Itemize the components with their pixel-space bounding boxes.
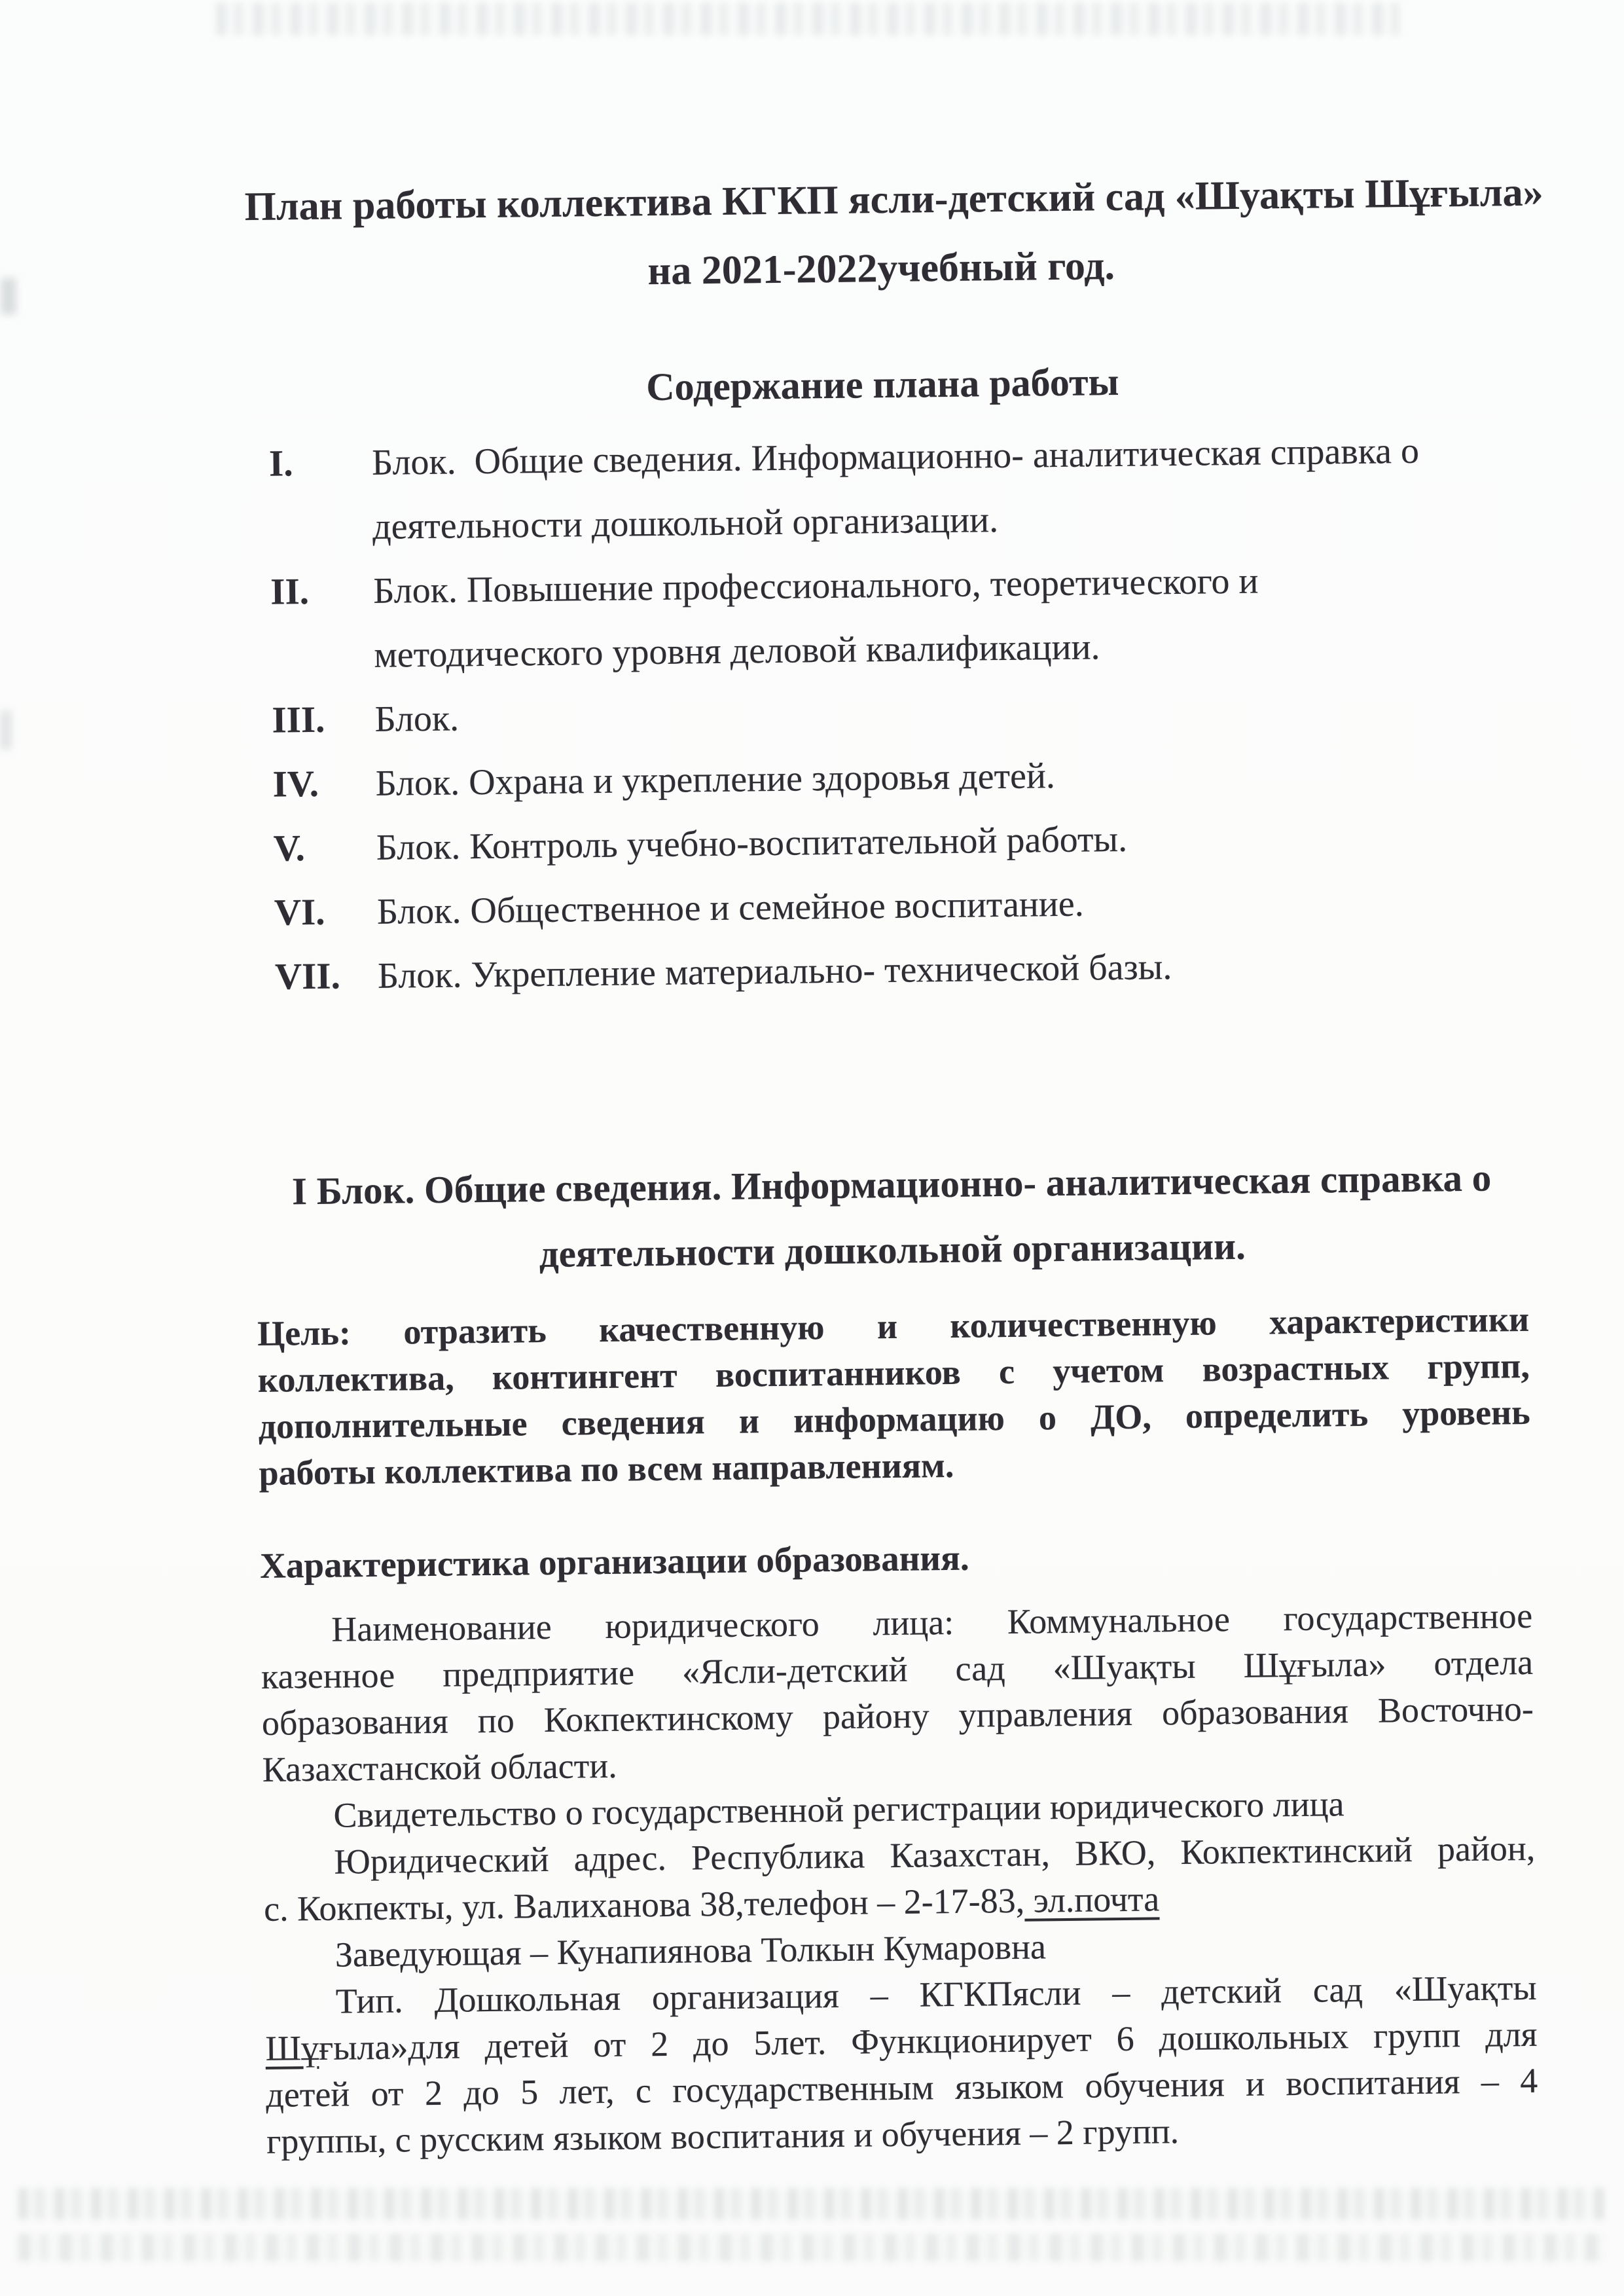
toc-item-line: Блок. Контроль учебно-воспитательной работы. bbox=[376, 818, 1128, 868]
toc-item-line: Блок. Общественное и семейное воспитание. bbox=[376, 883, 1084, 932]
section-1-heading bbox=[255, 1144, 1528, 1290]
toc-item-7 bbox=[253, 931, 1525, 1010]
address-line-2-text: с. Кокпекты, ул. Валиханова 38,телефон – 2-17-83, bbox=[263, 1880, 1025, 1929]
type-line-3: детей от 2 до 5 лет, с государственным языком обучения и воспитания – 4 bbox=[266, 2060, 1538, 2115]
entity-name-paragraph bbox=[261, 1593, 1534, 1793]
type-line-1: Тип. Дошкольная организация – КГКПясли – детский сад «Шуақты bbox=[335, 1967, 1537, 2021]
type-paragraph bbox=[264, 1965, 1538, 2165]
email-placeholder-text: эл.почта bbox=[1024, 1879, 1160, 1920]
toc-item-line: Блок. Общие сведения. Информационно- аналитическая справка о bbox=[371, 430, 1420, 483]
scan-edge-smudge bbox=[1, 278, 16, 314]
toc-item-numeral: V. bbox=[273, 828, 306, 869]
toc-item-numeral: I. bbox=[268, 443, 293, 484]
type-line-2-underlined: Шұ bbox=[265, 2028, 319, 2068]
toc-item-text bbox=[377, 931, 1525, 1008]
toc-item-numeral: VII. bbox=[274, 955, 341, 998]
toc-item-1 bbox=[247, 418, 1521, 560]
address-line-1: Юридический адрес. Республика Казахстан, ВКО, Кокпектинский район, bbox=[333, 1828, 1536, 1882]
toc-item-numeral: IV. bbox=[272, 763, 319, 805]
toc-item-text bbox=[372, 418, 1521, 559]
paragraph-line: Казахстанской области. bbox=[262, 1745, 618, 1789]
paragraph-line: образования по Кокпектинскому району управления образования Восточно- bbox=[261, 1688, 1534, 1743]
toc-item-text bbox=[373, 546, 1522, 687]
section-heading-line-2: деятельности дошкольной организации. bbox=[539, 1224, 1246, 1276]
goal-line: работы коллектива по всем направлениям. bbox=[259, 1445, 954, 1493]
document-content bbox=[244, 158, 1543, 2165]
toc-item-line: Блок. bbox=[374, 698, 460, 740]
paragraph-line: Наименование юридического лица: Коммунальное государственное bbox=[331, 1595, 1533, 1649]
address-paragraph bbox=[263, 1825, 1536, 1933]
toc-item-numeral: II. bbox=[270, 571, 310, 613]
toc-item-line: деятельности дошкольной организации. bbox=[372, 500, 999, 547]
type-line-2-rest: ғыла»для детей от 2 до 5лет. Функционирует 6 дошкольных групп для bbox=[318, 2014, 1538, 2068]
registration-line: Свидетельство о государственной регистрации юридического лица bbox=[333, 1784, 1344, 1835]
goal-line: Цель: отразить качественную и количественную характеристики bbox=[257, 1299, 1530, 1353]
scan-edge-smudge bbox=[0, 710, 12, 750]
bleedthrough-top-band bbox=[216, 3, 1401, 35]
toc-item-2 bbox=[249, 546, 1522, 689]
toc-item-numeral: VI. bbox=[274, 891, 325, 934]
goal-line: коллектива, контингент воспитанников с учетом возрастных групп, bbox=[257, 1345, 1530, 1400]
toc-item-line: Блок. Охрана и укрепление здоровья детей. bbox=[375, 756, 1056, 804]
characteristics-heading: Характеристика организации образования. bbox=[259, 1537, 969, 1586]
goal-paragraph bbox=[257, 1296, 1531, 1497]
section-heading-line-1: I Блок. Общие сведения. Информационно- аналитическая справка о bbox=[291, 1156, 1492, 1213]
type-line-4: группы, с русским языком воспитания и обучения – 2 групп. bbox=[266, 2111, 1180, 2161]
goal-line: дополнительные сведения и информацию о ДО, определить уровень bbox=[258, 1392, 1530, 1446]
title-line-2: на 2021-2022учебный год. bbox=[647, 244, 1115, 294]
title-line-1: План работы коллектива КГКП ясли-детский сад «Шуақты Шұғыла» bbox=[244, 170, 1543, 230]
toc-item-line: Блок. Укрепление материально- технической базы. bbox=[377, 947, 1172, 996]
toc-item-line: Блок. Повышение профессионального, теоретического и bbox=[372, 560, 1259, 611]
document-title bbox=[244, 158, 1543, 310]
toc-list bbox=[247, 418, 1526, 1010]
head-line: Заведующая – Кунапиянова Толкын Кумаровна bbox=[334, 1927, 1047, 1975]
bleedthrough-bottom-band bbox=[18, 2184, 1605, 2269]
toc-heading: Содержание плана работы bbox=[645, 359, 1119, 409]
toc-item-numeral: III. bbox=[272, 699, 325, 741]
paragraph-line: казенное предприятие «Ясли-детский сад «Шуақты Шұғыла» отдела bbox=[261, 1642, 1534, 1696]
toc-item-line: методического уровня деловой квалификации. bbox=[374, 627, 1100, 676]
